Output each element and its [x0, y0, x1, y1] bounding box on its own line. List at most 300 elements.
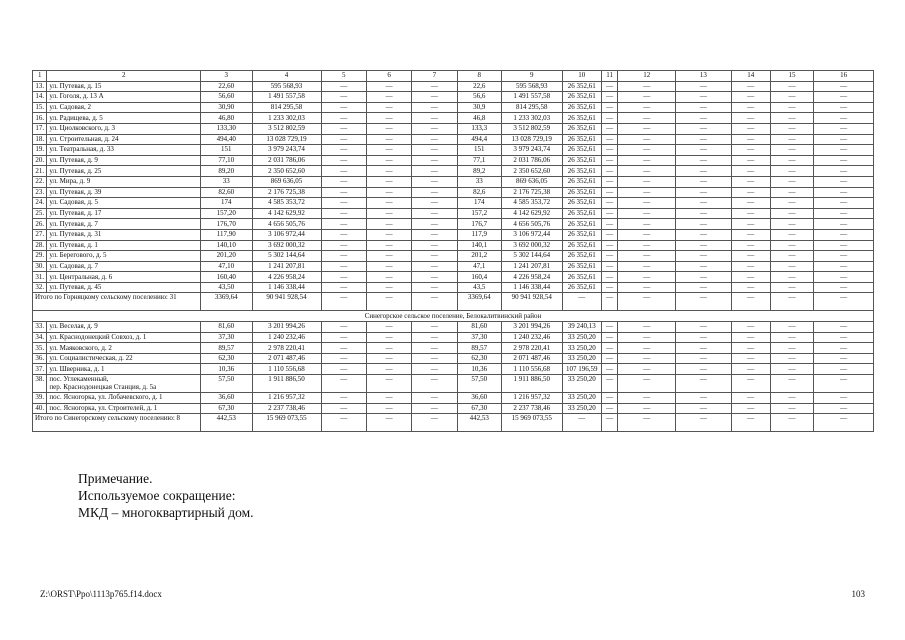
cell-col-11: —: [601, 393, 617, 404]
cell-col-5: —: [321, 219, 366, 230]
cell-col-7: —: [412, 92, 457, 103]
cell-col-4: 1 240 232,46: [252, 332, 321, 343]
cell-col-5: —: [321, 176, 366, 187]
cell-col-4: 2 176 725,38: [252, 187, 321, 198]
cell-col-16: —: [814, 414, 874, 432]
cell-col-3: 10,36: [200, 364, 252, 375]
cell-col-14: —: [731, 364, 770, 375]
cell-col-5: —: [321, 92, 366, 103]
cell-col-7: —: [412, 282, 457, 293]
cell-col-11: —: [601, 176, 617, 187]
cell-col-7: —: [412, 375, 457, 393]
cell-col-15: —: [770, 261, 813, 272]
cell-col-9: 3 512 802,59: [501, 123, 562, 134]
cell-col-10: 26 352,61: [562, 261, 601, 272]
address-line-2: пер. Краснодонецкая Станция, д. 5а: [49, 383, 157, 392]
cell-col-2: ул. Путевая, д. 25: [47, 166, 201, 177]
table-row: [33, 364, 874, 375]
cell-col-16: —: [814, 403, 874, 414]
cell-col-15: —: [770, 187, 813, 198]
cell-col-10: —: [562, 414, 601, 432]
cell-col-3: 89,57: [200, 343, 252, 354]
table-row: [33, 145, 874, 156]
cell-col-12: —: [618, 364, 676, 375]
cell-col-12: —: [618, 282, 676, 293]
cell-col-14: —: [731, 102, 770, 113]
cell-col-14: —: [731, 81, 770, 92]
cell-col-2: пос. Ясногорка, ул. Лобачевского, д. 1: [47, 393, 201, 404]
cell-col-2: ул. Шверника, д. 1: [47, 364, 201, 375]
cell-col-11: —: [601, 198, 617, 209]
cell-col-9: 2 031 786,06: [501, 155, 562, 166]
cell-col-15: —: [770, 322, 813, 333]
cell-col-15: —: [770, 113, 813, 124]
cell-col-16: —: [814, 322, 874, 333]
header-col-6: 6: [366, 71, 411, 82]
cell-col-11: —: [601, 261, 617, 272]
cell-col-2: ул. Путевая, д. 9: [47, 155, 201, 166]
cell-col-6: —: [366, 92, 411, 103]
cell-col-8: 117,9: [457, 229, 501, 240]
cell-col-14: —: [731, 293, 770, 311]
cell-col-5: —: [321, 332, 366, 343]
cell-col-15: —: [770, 393, 813, 404]
cell-col-8: 160,4: [457, 272, 501, 283]
cell-col-10: 39 240,13: [562, 322, 601, 333]
table-row: [33, 282, 874, 293]
cell-col-15: —: [770, 123, 813, 134]
cell-col-8: 22,6: [457, 81, 501, 92]
cell-col-4: 3 201 994,26: [252, 322, 321, 333]
cell-col-2: ул. Мира, д. 9: [47, 176, 201, 187]
cell-col-9: 1 233 302,03: [501, 113, 562, 124]
table-row: [33, 343, 874, 354]
cell-col-9: 1 491 557,58: [501, 92, 562, 103]
cell-col-4: 1 146 338,44: [252, 282, 321, 293]
cell-col-7: —: [412, 166, 457, 177]
cell-col-4: 1 216 957,32: [252, 393, 321, 404]
cell-col-4: 13 028 729,19: [252, 134, 321, 145]
cell-col-4: 4 226 958,24: [252, 272, 321, 283]
cell-col-11: —: [601, 272, 617, 283]
cell-col-1: 38.: [33, 375, 47, 393]
cell-col-13: —: [676, 229, 732, 240]
cell-col-5: —: [321, 293, 366, 311]
table-row: [33, 208, 874, 219]
cell-col-13: —: [676, 414, 732, 432]
cell-col-1: 32.: [33, 282, 47, 293]
cell-col-14: —: [731, 403, 770, 414]
cell-col-1: 29.: [33, 251, 47, 262]
cell-col-9: 3 201 994,26: [501, 322, 562, 333]
section-title: Синегорское сельское поселение, Белокалитвинский район: [33, 311, 874, 322]
cell-col-15: —: [770, 364, 813, 375]
cell-col-8: 77,1: [457, 155, 501, 166]
cell-col-6: —: [366, 145, 411, 156]
table-row: [33, 166, 874, 177]
cell-col-15: —: [770, 145, 813, 156]
cell-col-3: 133,30: [200, 123, 252, 134]
cell-col-14: —: [731, 229, 770, 240]
cell-col-2: ул. Социалистическая, д. 22: [47, 353, 201, 364]
cell-col-12: —: [618, 375, 676, 393]
cell-col-4: 3 979 243,74: [252, 145, 321, 156]
cell-col-5: —: [321, 208, 366, 219]
note: [78, 470, 254, 521]
cell-col-13: —: [676, 176, 732, 187]
cell-col-12: —: [618, 251, 676, 262]
cell-col-4: 4 656 505,76: [252, 219, 321, 230]
cell-col-9: 90 941 928,54: [501, 293, 562, 311]
cell-col-6: —: [366, 81, 411, 92]
cell-col-1: 26.: [33, 219, 47, 230]
cell-col-15: —: [770, 332, 813, 343]
cell-col-15: —: [770, 353, 813, 364]
cell-col-2: ул. Путевая, д. 31: [47, 229, 201, 240]
cell-col-3: 47,10: [200, 261, 252, 272]
table-row: [33, 187, 874, 198]
cell-col-13: —: [676, 364, 732, 375]
cell-col-16: —: [814, 219, 874, 230]
cell-col-9: 3 106 972,44: [501, 229, 562, 240]
cell-col-16: —: [814, 353, 874, 364]
cell-col-16: —: [814, 272, 874, 283]
cell-col-6: —: [366, 272, 411, 283]
total-label: Итого по Горняцкому сельскому поселению: 31: [33, 293, 201, 311]
cell-col-16: —: [814, 198, 874, 209]
header-col-13: 13: [676, 71, 732, 82]
cell-col-7: —: [412, 176, 457, 187]
cell-col-8: 10,36: [457, 364, 501, 375]
cell-col-2: [47, 375, 201, 393]
cell-col-14: —: [731, 198, 770, 209]
cell-col-14: —: [731, 145, 770, 156]
cell-col-13: —: [676, 198, 732, 209]
cell-col-14: —: [731, 155, 770, 166]
cell-col-11: —: [601, 240, 617, 251]
cell-col-11: —: [601, 414, 617, 432]
cell-col-13: —: [676, 343, 732, 354]
cell-col-14: —: [731, 240, 770, 251]
cell-col-14: —: [731, 176, 770, 187]
cell-col-11: —: [601, 113, 617, 124]
cell-col-2: ул. Центральная, д. 6: [47, 272, 201, 283]
cell-col-14: —: [731, 282, 770, 293]
cell-col-10: 26 352,61: [562, 81, 601, 92]
cell-col-4: 3 512 802,59: [252, 123, 321, 134]
cell-col-15: —: [770, 92, 813, 103]
cell-col-4: 1 241 207,81: [252, 261, 321, 272]
cell-col-5: —: [321, 364, 366, 375]
note-abbrev-heading: Используемое сокращение:: [78, 488, 236, 503]
cell-col-16: —: [814, 113, 874, 124]
cell-col-2: пос. Ясногорка, ул. Строителей, д. 1: [47, 403, 201, 414]
table-row: [33, 322, 874, 333]
cell-col-2: ул. Краснодонецкий Совхоз, д. 1: [47, 332, 201, 343]
cell-col-2: ул. Путевая, д. 15: [47, 81, 201, 92]
cell-col-8: 201,2: [457, 251, 501, 262]
table-row: [33, 332, 874, 343]
cell-col-7: —: [412, 272, 457, 283]
cell-col-12: —: [618, 81, 676, 92]
cell-col-2: ул. Маяковского, д. 2: [47, 343, 201, 354]
header-col-7: 7: [412, 71, 457, 82]
cell-col-9: 2 350 652,60: [501, 166, 562, 177]
cell-col-2: ул. Строительная, д. 24: [47, 134, 201, 145]
cell-col-5: —: [321, 353, 366, 364]
cell-col-2: ул. Циолковского, д. 3: [47, 123, 201, 134]
cell-col-1: 24.: [33, 198, 47, 209]
cell-col-7: —: [412, 208, 457, 219]
cell-col-11: —: [601, 81, 617, 92]
cell-col-8: 89,57: [457, 343, 501, 354]
cell-col-7: —: [412, 81, 457, 92]
cell-col-15: —: [770, 414, 813, 432]
cell-col-3: 3369,64: [200, 293, 252, 311]
cell-col-6: —: [366, 166, 411, 177]
cell-col-5: —: [321, 187, 366, 198]
cell-col-12: —: [618, 240, 676, 251]
cell-col-13: —: [676, 134, 732, 145]
cell-col-10: 26 352,61: [562, 92, 601, 103]
cell-col-9: 814 295,58: [501, 102, 562, 113]
page-number: 103: [851, 589, 865, 599]
cell-col-16: —: [814, 261, 874, 272]
cell-col-15: —: [770, 375, 813, 393]
cell-col-4: 814 295,58: [252, 102, 321, 113]
cell-col-13: —: [676, 219, 732, 230]
cell-col-15: —: [770, 251, 813, 262]
cell-col-13: —: [676, 403, 732, 414]
cell-col-3: 67,30: [200, 403, 252, 414]
cell-col-14: —: [731, 123, 770, 134]
cell-col-3: 33: [200, 176, 252, 187]
cell-col-16: —: [814, 187, 874, 198]
cell-col-5: —: [321, 403, 366, 414]
cell-col-7: —: [412, 364, 457, 375]
cell-col-15: —: [770, 282, 813, 293]
cell-col-15: —: [770, 176, 813, 187]
cell-col-8: 33: [457, 176, 501, 187]
cell-col-15: —: [770, 208, 813, 219]
cell-col-5: —: [321, 102, 366, 113]
cell-col-3: 89,20: [200, 166, 252, 177]
cell-col-3: 36,60: [200, 393, 252, 404]
cell-col-9: 3 979 243,74: [501, 145, 562, 156]
cell-col-10: 26 352,61: [562, 145, 601, 156]
cell-col-15: —: [770, 198, 813, 209]
cell-col-7: —: [412, 155, 457, 166]
cell-col-10: 26 352,61: [562, 155, 601, 166]
cell-col-7: —: [412, 123, 457, 134]
cell-col-12: —: [618, 145, 676, 156]
cell-col-10: 26 352,61: [562, 176, 601, 187]
cell-col-11: —: [601, 155, 617, 166]
table-row: [33, 219, 874, 230]
header-col-10: 10: [562, 71, 601, 82]
cell-col-12: —: [618, 343, 676, 354]
cell-col-13: —: [676, 293, 732, 311]
cell-col-12: —: [618, 403, 676, 414]
cell-col-7: —: [412, 102, 457, 113]
header-col-16: 16: [814, 71, 874, 82]
cell-col-3: 46,80: [200, 113, 252, 124]
cell-col-7: —: [412, 261, 457, 272]
cell-col-6: —: [366, 282, 411, 293]
cell-col-11: —: [601, 229, 617, 240]
cell-col-6: —: [366, 134, 411, 145]
total-label: Итого по Синегорскому сельскому поселению: 8: [33, 414, 201, 432]
cell-col-14: —: [731, 92, 770, 103]
cell-col-2: ул. Садовая, д. 7: [47, 261, 201, 272]
cell-col-2: ул. Путевая, д. 1: [47, 240, 201, 251]
cell-col-5: —: [321, 272, 366, 283]
cell-col-1: 27.: [33, 229, 47, 240]
cell-col-9: 1 216 957,32: [501, 393, 562, 404]
header-col-5: 5: [321, 71, 366, 82]
cell-col-1: 18.: [33, 134, 47, 145]
cell-col-4: 4 142 629,92: [252, 208, 321, 219]
cell-col-5: —: [321, 134, 366, 145]
cell-col-4: 1 110 556,68: [252, 364, 321, 375]
cell-col-11: —: [601, 343, 617, 354]
table-row: [33, 123, 874, 134]
cell-col-3: 117,90: [200, 229, 252, 240]
cell-col-12: —: [618, 219, 676, 230]
cell-col-8: 174: [457, 198, 501, 209]
cell-col-1: 36.: [33, 353, 47, 364]
cell-col-9: 1 240 232,46: [501, 332, 562, 343]
cell-col-9: 13 028 729,19: [501, 134, 562, 145]
cell-col-14: —: [731, 113, 770, 124]
cell-col-4: 1 233 302,03: [252, 113, 321, 124]
cell-col-6: —: [366, 176, 411, 187]
cell-col-5: —: [321, 123, 366, 134]
table-row: [33, 353, 874, 364]
cell-col-1: 17.: [33, 123, 47, 134]
cell-col-6: —: [366, 219, 411, 230]
cell-col-5: —: [321, 198, 366, 209]
cell-col-15: —: [770, 166, 813, 177]
cell-col-10: 26 352,61: [562, 187, 601, 198]
cell-col-13: —: [676, 251, 732, 262]
cell-col-16: —: [814, 375, 874, 393]
cell-col-7: —: [412, 198, 457, 209]
cell-col-16: —: [814, 166, 874, 177]
header-col-1: 1: [33, 71, 47, 82]
cell-col-3: 157,20: [200, 208, 252, 219]
cell-col-6: —: [366, 364, 411, 375]
cell-col-4: 3 692 000,32: [252, 240, 321, 251]
cell-col-14: —: [731, 393, 770, 404]
cell-col-9: 4 656 505,76: [501, 219, 562, 230]
cell-col-3: 82,60: [200, 187, 252, 198]
table-row: [33, 155, 874, 166]
cell-col-5: —: [321, 251, 366, 262]
cell-col-13: —: [676, 155, 732, 166]
footer-file-path: Z:\ORST\Ppo\1113p765.f14.docx: [40, 589, 162, 599]
cell-col-10: 26 352,61: [562, 102, 601, 113]
cell-col-8: 47,1: [457, 261, 501, 272]
cell-col-11: —: [601, 375, 617, 393]
cell-col-1: 14.: [33, 92, 47, 103]
header-col-11: 11: [601, 71, 617, 82]
cell-col-10: 26 352,61: [562, 282, 601, 293]
cell-col-13: —: [676, 145, 732, 156]
cell-col-3: 77,10: [200, 155, 252, 166]
cell-col-8: 36,60: [457, 393, 501, 404]
cell-col-13: —: [676, 166, 732, 177]
cell-col-8: 37,30: [457, 332, 501, 343]
cell-col-13: —: [676, 393, 732, 404]
cell-col-7: —: [412, 414, 457, 432]
cell-col-7: —: [412, 293, 457, 311]
cell-col-5: —: [321, 113, 366, 124]
cell-col-13: —: [676, 240, 732, 251]
cell-col-8: 30,9: [457, 102, 501, 113]
cell-col-12: —: [618, 393, 676, 404]
cell-col-8: 57,50: [457, 375, 501, 393]
cell-col-9: 1 146 338,44: [501, 282, 562, 293]
cell-col-10: 26 352,61: [562, 251, 601, 262]
cell-col-12: —: [618, 102, 676, 113]
cell-col-11: —: [601, 208, 617, 219]
cell-col-1: 39.: [33, 393, 47, 404]
header-col-14: 14: [731, 71, 770, 82]
cell-col-7: —: [412, 145, 457, 156]
cell-col-12: —: [618, 353, 676, 364]
cell-col-8: 151: [457, 145, 501, 156]
table-row: [33, 403, 874, 414]
cell-col-2: ул. Садовая, д. 5: [47, 198, 201, 209]
cell-col-13: —: [676, 208, 732, 219]
cell-col-6: —: [366, 240, 411, 251]
cell-col-4: 4 585 353,72: [252, 198, 321, 209]
cell-col-12: —: [618, 332, 676, 343]
cell-col-4: 90 941 928,54: [252, 293, 321, 311]
table-row: [33, 198, 874, 209]
cell-col-6: —: [366, 322, 411, 333]
cell-col-8: 140,1: [457, 240, 501, 251]
cell-col-12: —: [618, 198, 676, 209]
cell-col-11: —: [601, 364, 617, 375]
cell-col-6: —: [366, 343, 411, 354]
cell-col-14: —: [731, 332, 770, 343]
cell-col-2: ул. Веселая, д. 9: [47, 322, 201, 333]
cell-col-1: 23.: [33, 187, 47, 198]
cell-col-10: 33 250,20: [562, 353, 601, 364]
cell-col-12: —: [618, 155, 676, 166]
cell-col-1: 15.: [33, 102, 47, 113]
cell-col-14: —: [731, 219, 770, 230]
table-row: [33, 375, 874, 393]
cell-col-15: —: [770, 272, 813, 283]
cell-col-11: —: [601, 332, 617, 343]
header-col-15: 15: [770, 71, 813, 82]
cell-col-14: —: [731, 251, 770, 262]
cell-col-10: 26 352,61: [562, 123, 601, 134]
housing-program-table: [32, 70, 874, 432]
cell-col-5: —: [321, 155, 366, 166]
cell-col-5: —: [321, 282, 366, 293]
table-row: [33, 251, 874, 262]
cell-col-15: —: [770, 229, 813, 240]
cell-col-6: —: [366, 293, 411, 311]
cell-col-3: 56,60: [200, 92, 252, 103]
cell-col-11: —: [601, 187, 617, 198]
cell-col-1: 16.: [33, 113, 47, 124]
cell-col-16: —: [814, 343, 874, 354]
